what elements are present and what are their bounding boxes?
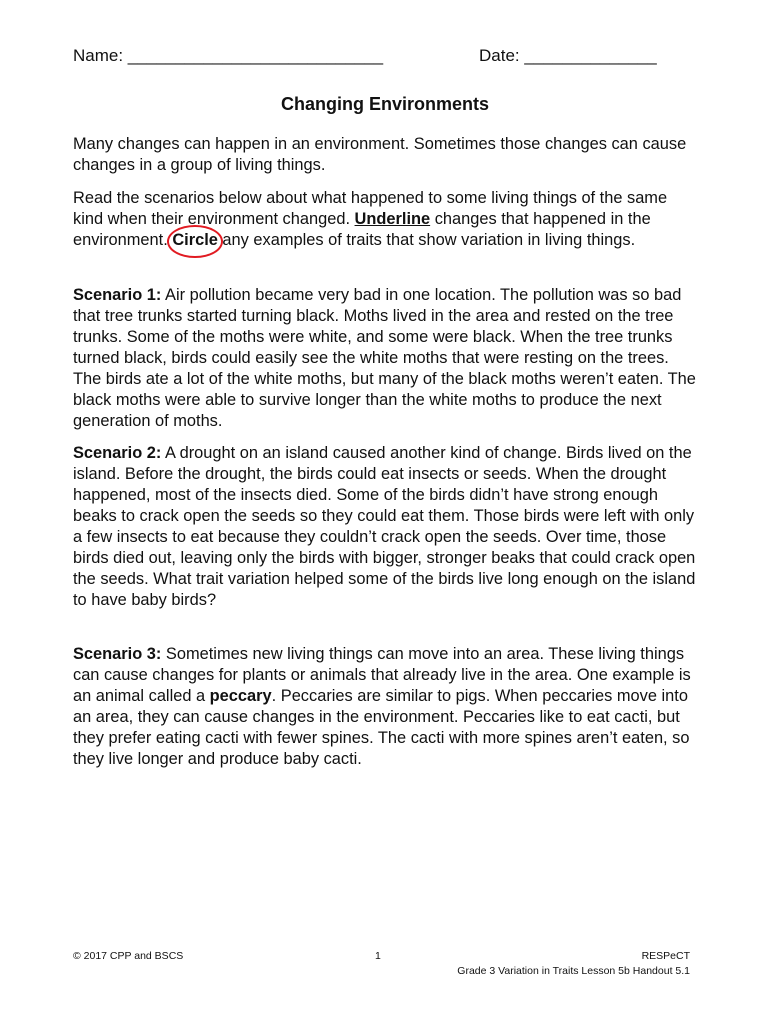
footer-brand: RESPeCT [641, 950, 690, 962]
scenario-2-label: Scenario 2: [73, 444, 162, 462]
instructions-before: Read the scenarios below about what happened to some living things of the same kind when their environment changed. [73, 189, 668, 228]
scenario-3-text [73, 644, 698, 770]
circle-keyword-wrapper [172, 230, 218, 251]
header-row [73, 46, 693, 70]
scenario-3 [73, 644, 698, 770]
instructions-middle: changes that happened in the environment. [73, 210, 651, 249]
scenario-3-body-after: . Peccaries are similar to pigs. When peccaries move into an area, they can cause changes in the environment. Peccaries like to eat cacti, but they prefer eating cacti with fewer spines. The cacti with more spines aren’t eaten, so they live longer and produce baby cacti. [73, 687, 690, 768]
scenario-2-text [73, 443, 698, 611]
scenario-1-label: Scenario 1: [73, 286, 162, 304]
footer-right [457, 949, 690, 979]
scenario-3-label: Scenario 3: [73, 645, 162, 663]
intro-paragraph-1-text: Many changes can happen in an environment. Sometimes those changes can cause changes in a group of living things. [73, 135, 687, 174]
scenario-2-body: A drought on an island caused another kind of change. Birds lived on the island. Before the drought, the birds could eat insects or seeds. When the drought happened, most of the insects died. Some of the birds didn’t have strong enough beaks to crack open the seeds so they could eat them. Those birds were left with only a few insects to eat because they couldn’t crack open the seeds. Over time, those birds died out, leaving only the birds with bigger, stronger beaks that could crack open the seeds. What trait variation helped some of the birds live long enough on the island to have baby birds? [73, 444, 696, 609]
page-title: Changing Environments [280, 94, 489, 114]
date-field-label: Date: ______________ [479, 46, 657, 65]
underline-keyword: Underline [354, 210, 431, 228]
scenario-1-text [73, 285, 698, 432]
footer-copyright: © 2017 CPP and BSCS [73, 950, 184, 962]
name-field-label: Name: ___________________________ [73, 46, 384, 65]
instructions-after: any examples of traits that show variation in living things. [217, 231, 636, 249]
scenario-1 [73, 285, 698, 432]
intro-paragraph-2 [73, 188, 698, 251]
page-footer [73, 949, 690, 979]
instructions-text [73, 188, 698, 251]
scenario-1-body: Air pollution became very bad in one location. The pollution was so bad that tree trunks started turning black. Moths lived in the area and rested on the tree trunks. Some of the moths were white, and some were black. When the tree trunks turned black, birds could easily see the white moths that were resting on the trees. The birds ate a lot of the white moths, but many of the black moths weren’t eaten. The black moths were able to survive longer than the white moths to produce the next generation of moths. [73, 286, 696, 430]
footer-page-number: 1 [375, 950, 381, 962]
scenario-2 [73, 443, 698, 611]
peccary-term: peccary [209, 687, 272, 705]
scenario-3-body-before: Sometimes new living things can move into an area. These living things can cause changes for plants or animals that already live in the area. One example is an animal called a [73, 645, 691, 705]
footer-lesson: Grade 3 Variation in Traits Lesson 5b Handout 5.1 [457, 965, 690, 977]
circle-keyword: Circle [172, 231, 218, 249]
intro-paragraph-1 [73, 134, 698, 176]
